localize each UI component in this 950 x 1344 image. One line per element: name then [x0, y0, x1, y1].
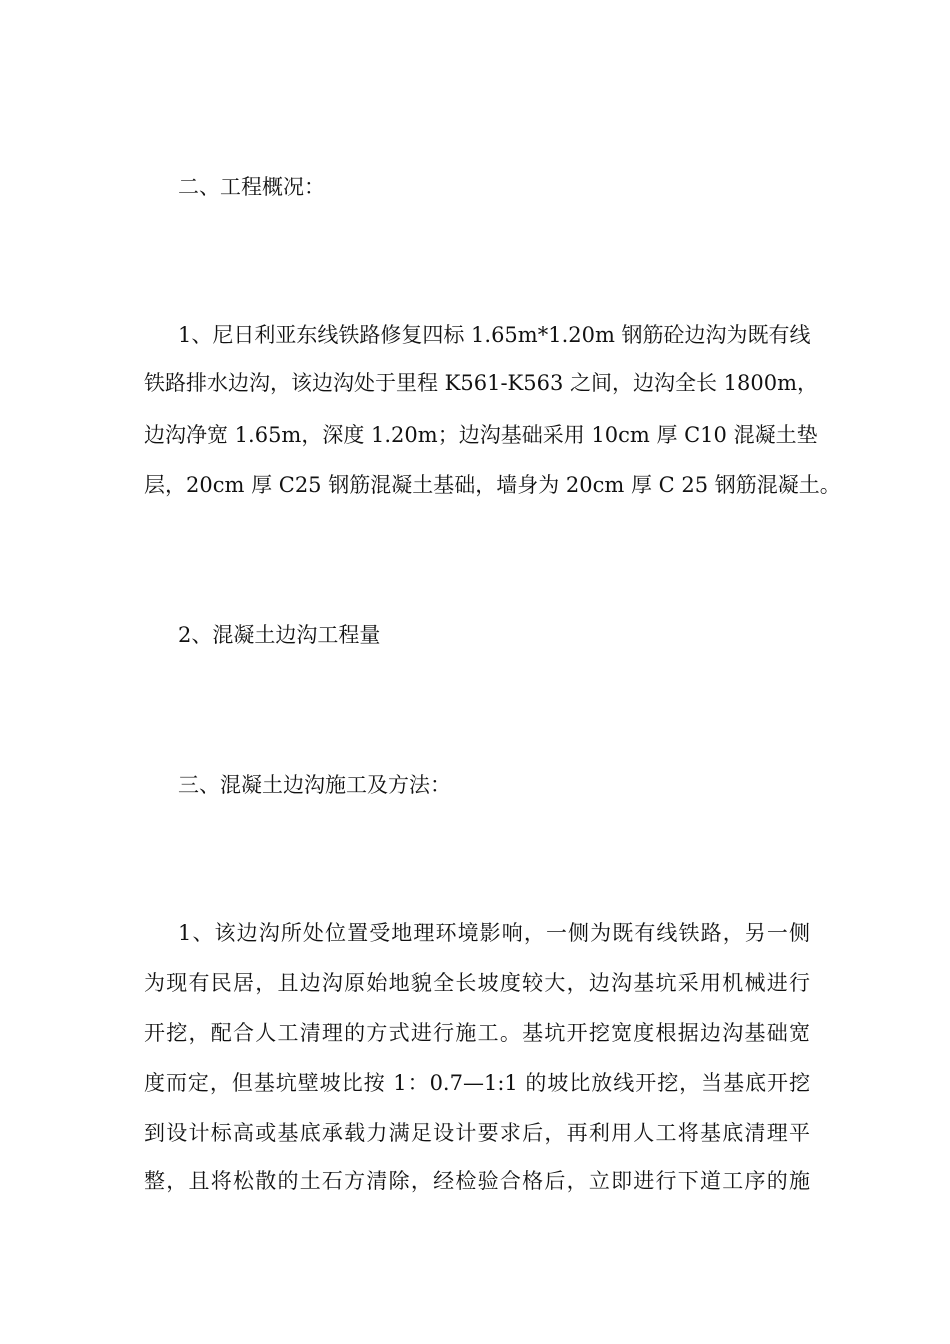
paragraph-line: 1、该边沟所处位置受地理环境影响，一侧为既有线铁路，另一侧	[178, 921, 810, 945]
section-heading-overview: 二、工程概况：	[178, 175, 325, 199]
paragraph-line: 度而定，但基坑壁坡比按 1：0.7—1:1 的坡比放线开挖，当基底开挖	[144, 1071, 810, 1095]
paragraph-line: 为现有民居，且边沟原始地貌全长坡度较大，边沟基坑采用机械进行	[144, 971, 810, 995]
paragraph-line: 到设计标高或基底承载力满足设计要求后，再利用人工将基底清理平	[144, 1121, 810, 1145]
paragraph-line: 开挖，配合人工清理的方式进行施工。基坑开挖宽度根据边沟基础宽	[144, 1021, 810, 1045]
paragraph-line: 整，且将松散的土石方清除，经检验合格后，立即进行下道工序的施	[144, 1169, 810, 1193]
section-heading-construction: 三、混凝土边沟施工及方法：	[178, 773, 451, 797]
paragraph-line: 边沟净宽 1.65m，深度 1.20m；边沟基础采用 10cm 厚 C10 混凝土垫	[144, 423, 818, 447]
paragraph-line: 1、尼日利亚东线铁路修复四标 1.65m*1.20m 钢筋砼边沟为既有线	[178, 323, 811, 347]
paragraph-line: 铁路排水边沟，该边沟处于里程 K561-K563 之间，边沟全长 1800m，	[144, 371, 819, 395]
paragraph-line: 层，20cm 厚 C25 钢筋混凝土基础，墙身为 20cm 厚 C 25 钢筋混凝土。	[144, 473, 841, 497]
item-quantity-heading: 2、混凝土边沟工程量	[178, 623, 381, 647]
